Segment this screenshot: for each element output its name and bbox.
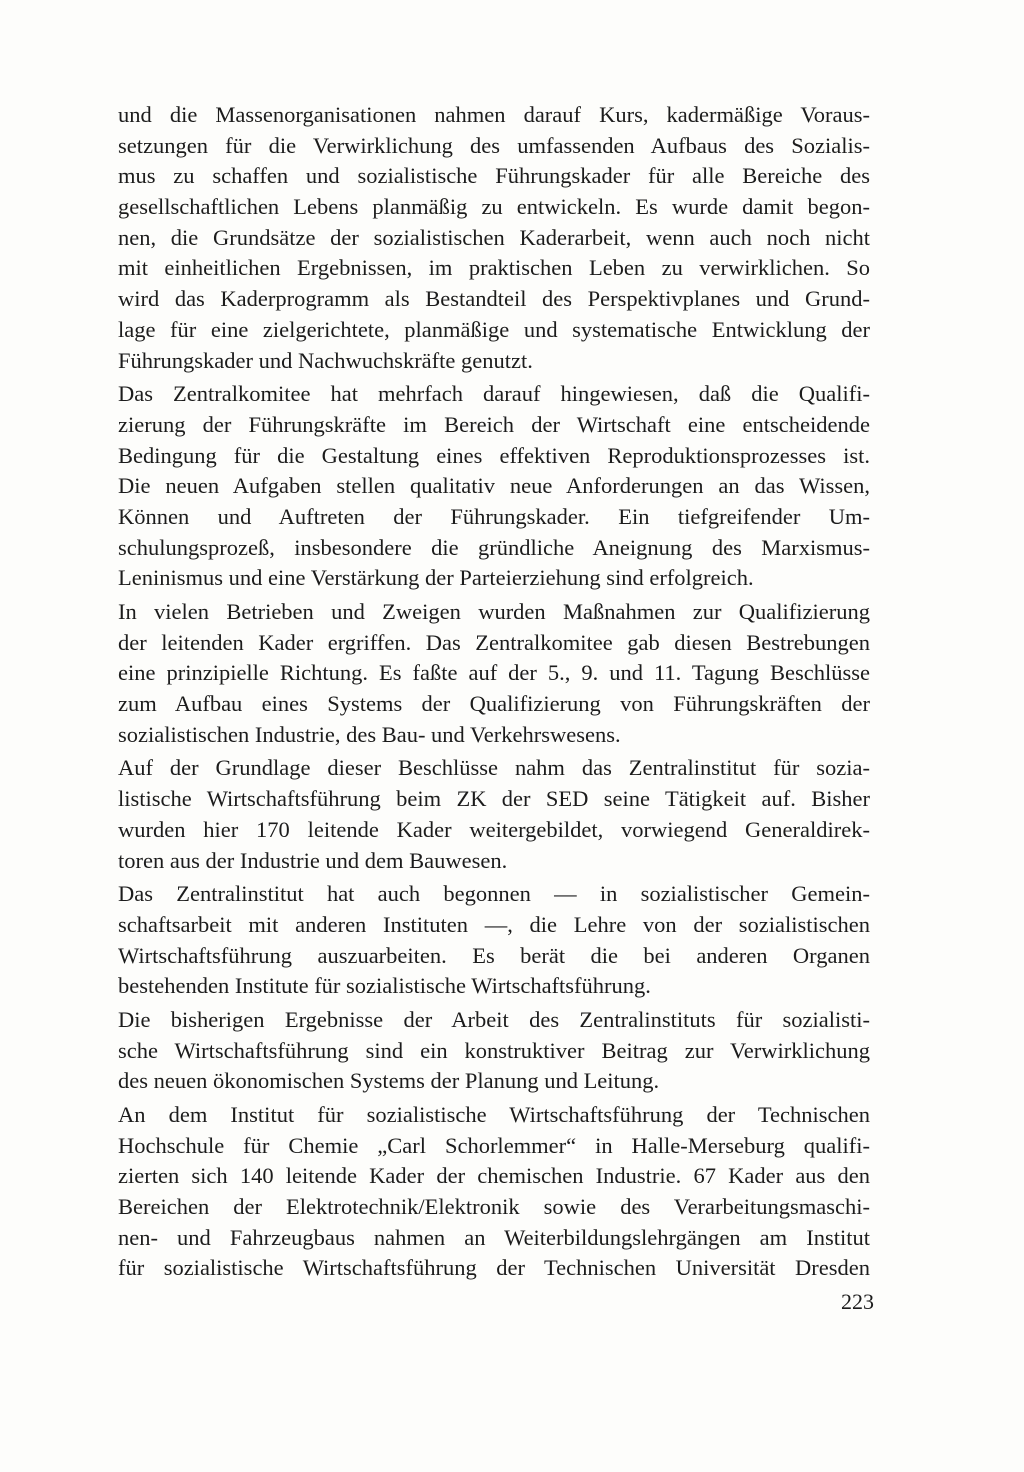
text-line: schulungsprozeß, insbesondere die gründliche Aneignung des Marxismus-: [118, 534, 870, 560]
text-line: Bereichen der Elektrotechnik/Elektronik sowie des Verarbeitungsmaschi-: [118, 1194, 870, 1220]
text-line: des neuen ökonomischen Systems der Planung und Leitung.: [118, 1068, 660, 1094]
text-line: wurden hier 170 leitende Kader weitergebildet, vorwiegend Generaldirek-: [118, 816, 870, 842]
text-line: Können und Auftreten der Führungskader. Ein tiefgreifender Um-: [118, 503, 870, 529]
text-line: setzungen für die Verwirklichung des umfassenden Aufbaus des Sozialis-: [118, 132, 870, 158]
text-line: eine prinzipielle Richtung. Es faßte auf der 5., 9. und 11. Tagung Beschlüsse: [118, 660, 870, 686]
text-line: wird das Kaderprogramm als Bestandteil des Perspektivplanes und Grund-: [118, 286, 870, 312]
text-line: der leitenden Kader ergriffen. Das Zentralkomitee gab diesen Bestrebungen: [118, 629, 870, 655]
text-line: Die neuen Aufgaben stellen qualitativ neue Anforderungen an das Wissen,: [118, 473, 870, 499]
text-line: sozialistischen Industrie, des Bau- und Verkehrswesens.: [118, 721, 621, 747]
text-line: An dem Institut für sozialistische Wirtschaftsführung der Technischen: [118, 1102, 870, 1127]
text-line: für sozialistische Wirtschaftsführung der Technischen Universität Dresden: [118, 1255, 870, 1281]
text-line: Wirtschaftsführung auszuarbeiten. Es berät die bei anderen Organen: [118, 942, 870, 968]
text-line: gesellschaftlichen Lebens planmäßig zu entwickeln. Es wurde damit begon-: [118, 194, 870, 220]
text-line: bestehenden Institute für sozialistische Wirtschaftsführung.: [118, 973, 651, 999]
text-line: Bedingung für die Gestaltung eines effektiven Reproduktionsprozesses ist.: [118, 442, 870, 468]
body-text: [118, 100, 870, 1284]
text-line: In vielen Betrieben und Zweigen wurden Maßnahmen zur Qualifizierung: [118, 599, 870, 624]
text-line: Auf der Grundlage dieser Beschlüsse nahm das Zentralinstitut für sozia-: [118, 755, 870, 781]
text-line: zierten sich 140 leitende Kader der chemischen Industrie. 67 Kader aus den: [118, 1163, 870, 1189]
text-line: schaftsarbeit mit anderen Instituten —, die Lehre von der sozialistischen: [118, 911, 870, 937]
page-number: 223: [841, 1289, 874, 1314]
text-line: nen- und Fahrzeugbaus nahmen an Weiterbildungslehrgängen am Institut: [118, 1224, 870, 1250]
text-line: Leninismus und eine Verstärkung der Parteierziehung sind erfolgreich.: [118, 565, 754, 591]
text-line: listische Wirtschaftsführung beim ZK der SED seine Tätigkeit auf. Bisher: [118, 786, 870, 812]
text-line: Das Zentralkomitee hat mehrfach darauf hingewiesen, daß die Qualifi-: [118, 381, 870, 407]
text-line: Das Zentralinstitut hat auch begonnen — in sozialistischer Gemein-: [118, 881, 870, 907]
text-line: lage für eine zielgerichtete, planmäßige und systematische Entwicklung der: [118, 316, 870, 342]
text-line: mus zu schaffen und sozialistische Führungskader für alle Bereiche des: [118, 163, 870, 189]
text-line: zum Aufbau eines Systems der Qualifizierung von Führungskräften der: [118, 691, 870, 717]
text-line: Hochschule für Chemie „Carl Schorlemmer“ in Halle-Merseburg qualifi-: [118, 1132, 870, 1158]
text-line: zierung der Führungskräfte im Bereich der Wirtschaft eine entscheidende: [118, 411, 870, 437]
text-line: und die Massenorganisationen nahmen darauf Kurs, kadermäßige Voraus-: [118, 102, 870, 127]
text-line: mit einheitlichen Ergebnissen, im praktischen Leben zu verwirklichen. So: [118, 255, 870, 281]
text-line: nen, die Grundsätze der sozialistischen Kaderarbeit, wenn auch noch nicht: [118, 224, 870, 250]
text-line: sche Wirtschaftsführung sind ein konstruktiver Beitrag zur Verwirklichung: [118, 1037, 870, 1063]
text-line: toren aus der Industrie und dem Bauwesen.: [118, 847, 508, 873]
text-line: Die bisherigen Ergebnisse der Arbeit des Zentralinstituts für sozialisti-: [118, 1006, 870, 1032]
text-line: Führungskader und Nachwuchskräfte genutzt.: [118, 347, 533, 373]
